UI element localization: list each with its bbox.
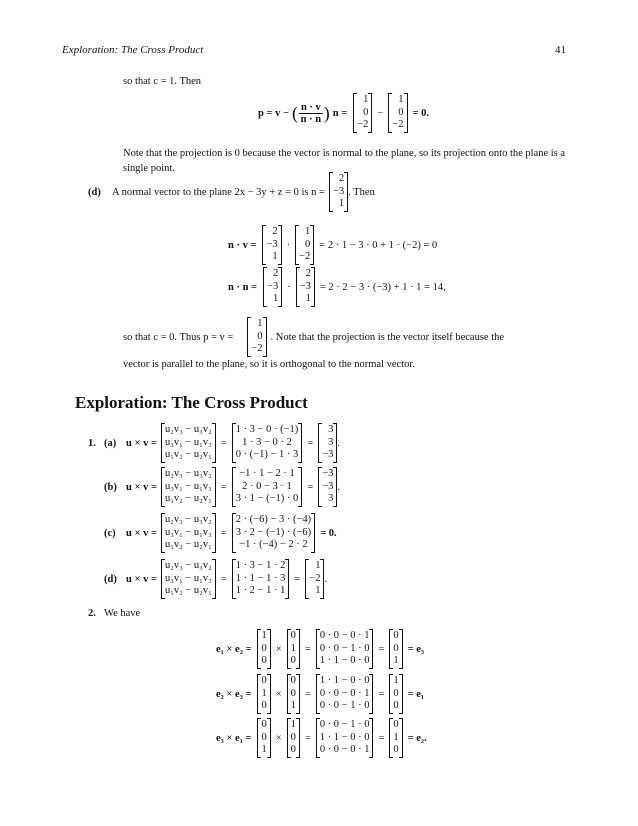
basis-vector-b (287, 629, 300, 669)
vector-entry: 1 (257, 318, 263, 330)
vector-entry: −3 (299, 280, 311, 292)
vector-entry: 3 (328, 436, 334, 448)
equals-sign: = (378, 643, 385, 655)
calculation-vector (316, 718, 374, 758)
so-text: so that c = 0. Thus p = v = (123, 331, 234, 343)
vector-w (388, 93, 407, 133)
q1-part-label: (d) (104, 573, 117, 585)
nn-vector-b (296, 267, 315, 307)
vector-entry: −3 (266, 238, 278, 250)
vector-entry: 1 (261, 744, 267, 756)
vector-entry: u₂v₃ − u₃v₂ (164, 560, 212, 572)
question-2-text: We have (104, 608, 141, 619)
vector-entry: 0 (393, 744, 399, 756)
vector-entry: 1 · 1 − 0 · 0 (319, 731, 370, 743)
vector-entry: 0 (290, 630, 296, 642)
after-text: . Note that the projection is the vector itself because the (270, 331, 505, 343)
vector-entry: 1 · 1 − 0 · 0 (319, 655, 370, 667)
vector-entry: 2 (338, 173, 345, 185)
basis-vector-a (257, 674, 270, 714)
q2-row (216, 673, 429, 715)
vector-entry: 1 (315, 585, 321, 597)
page-number: 41 (555, 44, 566, 56)
result-vector (318, 423, 337, 463)
q2-row (216, 717, 432, 759)
fraction-numerator: n · v (300, 101, 321, 113)
vector-entry: −2 (309, 572, 321, 584)
vector-entry: 0 (393, 719, 399, 731)
part-d-text: A normal vector to the plane 2x − 3y + z = 0 is n = (112, 186, 325, 198)
result-vector (389, 718, 402, 758)
vector-entry: 0 (261, 719, 267, 731)
vector-entry: 1 (338, 198, 345, 210)
vector-entry: 1 (261, 687, 267, 699)
zero-result: = 0. (320, 527, 337, 539)
vector-entry: −3 (332, 185, 345, 197)
projection-equation (258, 90, 434, 136)
q1-part-row (88, 558, 327, 600)
vector-entry: u₂v₃ − u₃v₂ (164, 424, 212, 436)
vector-entry: 1 · 3 − 1 · 2 (235, 560, 286, 572)
equals-sign: = (304, 643, 311, 655)
vector-entry: 0 (261, 642, 267, 654)
nv-lhs: n · v = (228, 239, 257, 251)
section-title: Exploration: The Cross Product (75, 393, 308, 412)
projection-fraction (299, 102, 323, 125)
vector-entry: −3 (322, 480, 334, 492)
calculation-vector (232, 467, 303, 507)
vector-entry: 1 (305, 293, 311, 305)
equals-sign: = (220, 573, 227, 585)
vector-entry: 0 (261, 675, 267, 687)
vector-entry: 1 (272, 293, 279, 305)
vector-entry: 0 · 0 − 0 · 1 (319, 687, 370, 699)
basis-vector-a (257, 718, 270, 758)
nn-vector-a (263, 267, 282, 307)
vector-entry: 1 (398, 94, 404, 106)
vector-entry: 2 (272, 268, 279, 280)
equals-sign: = (304, 732, 311, 744)
question-2-number: 2. (88, 608, 96, 619)
calculation-vector (316, 629, 374, 669)
basis-vector-b (287, 674, 300, 714)
vector-entry: 0 (398, 106, 404, 118)
vector-entry: 2 · (−6) − 3 · (−4) (235, 514, 312, 526)
minus-sign: − (377, 107, 384, 119)
vector-entry: −1 · (−4) − 2 · 2 (239, 539, 308, 551)
times-sign: × (275, 732, 282, 744)
vector-entry: −3 (322, 468, 334, 480)
vector-entry: 1 (290, 700, 296, 712)
result-basis: = e₃ (407, 643, 425, 655)
times-sign: × (275, 688, 282, 700)
vector-entry: −2 (357, 119, 369, 131)
period: . (337, 437, 340, 449)
result-basis: = e₁ (407, 688, 425, 700)
vector-entry: 0 (305, 238, 311, 250)
basis-vector-a (257, 629, 270, 669)
q2-row (216, 628, 429, 670)
vector-entry: 0 (393, 642, 399, 654)
vector-v (353, 93, 372, 133)
result-basis: = e₂. (407, 732, 427, 744)
projection-result: = 0. (412, 107, 429, 119)
cross-lhs: u × v = (126, 527, 157, 539)
part-d-statement (88, 172, 375, 212)
vector-entry: 0 (261, 655, 267, 667)
vector-entry: 1 (261, 630, 267, 642)
fraction-denominator: n · n (300, 113, 322, 125)
vector-entry: 0 (261, 700, 267, 712)
open-paren: ( (291, 102, 298, 123)
vector-entry: −2 (392, 119, 404, 131)
equals-sign: = (220, 527, 227, 539)
vector-entry: 1 (393, 655, 399, 667)
normal-vector (329, 172, 348, 212)
nv-result: = 2 · 1 − 3 · 0 + 1 · (−2) = 0 (319, 239, 438, 251)
nn-result: = 2 · 2 − 3 · (−3) + 1 · 1 = 14, (319, 281, 446, 293)
vector-entry: 1 · 3 − 0 · (−1) (235, 424, 299, 436)
vector-entry: 3 (328, 493, 334, 505)
vector-entry: 1 · 1 − 1 · 3 (235, 572, 286, 584)
q1-part-row (88, 422, 340, 464)
vector-entry: 0 · 0 − 1 · 0 (319, 719, 370, 731)
result-vector (305, 559, 324, 599)
vector-entry: u₃v₁ − u₁v₃ (164, 526, 212, 538)
equals-sign: = (220, 437, 227, 449)
result-vector (389, 629, 402, 669)
vector-entry: 0 (290, 655, 296, 667)
dot-nv-equation: n · v = 2 −3 1 · 1 0 −2 = 2 · 1 − 3 · 0 + 1 · (−2) = 0 (228, 224, 442, 266)
vector-entry: 2 (305, 268, 311, 280)
period: . (337, 481, 340, 493)
part-d-label: (d) (88, 186, 101, 198)
vector-entry: u₁v₂ − u₂v₁ (164, 449, 212, 461)
cross-formula-vector (161, 513, 216, 553)
running-header-title: Exploration: The Cross Product (62, 44, 204, 56)
close-paren: ) (323, 102, 330, 123)
vector-entry: 2 · 0 − 3 · 1 (242, 480, 292, 492)
vector-entry: 0 · 0 − 0 · 1 (319, 744, 370, 756)
dot-nn-equation: n · n = 2 −3 1 · 2 −3 1 = 2 · 2 − 3 · (−3) + 1 · 1 = 14, (228, 266, 451, 308)
period: . (324, 573, 328, 585)
cross-formula-vector (161, 467, 216, 507)
vector-entry: −2 (299, 251, 311, 263)
vector-entry: 1 (272, 251, 278, 263)
vector-entry: 1 · 2 − 1 · 1 (235, 585, 286, 597)
vector-entry: 0 (290, 731, 296, 743)
q2-lhs: e₂ × e₃ = (216, 688, 252, 700)
vector-entry: 1 (315, 560, 321, 572)
calculation-vector (316, 674, 374, 714)
calculation-vector (232, 513, 316, 553)
p-n: n = (332, 107, 348, 119)
vector-entry: 0 (290, 687, 296, 699)
vector-entry: −3 (267, 280, 279, 292)
vector-entry: 1 · 1 − 0 · 0 (319, 675, 370, 687)
equals-sign: = (378, 732, 385, 744)
vector-entry: u₂v₃ − u₃v₂ (164, 468, 212, 480)
q1-part-row (88, 512, 342, 554)
p-lhs: p = v − (258, 107, 289, 119)
p-vector (247, 317, 266, 357)
q1-part-label: (a) (104, 437, 117, 449)
vector-entry: 0 · 0 − 1 · 0 (319, 642, 370, 654)
equals-sign: = (378, 688, 385, 700)
q1-number: 1. (88, 437, 96, 449)
vector-entry: 3 · 1 − (−1) · 0 (235, 493, 299, 505)
vector-entry: 0 (393, 630, 399, 642)
q2-lhs: e₃ × e₁ = (216, 732, 252, 744)
q1-part-label: (c) (104, 527, 116, 539)
vector-entry: −2 (251, 343, 263, 355)
vector-entry: 0 (393, 700, 399, 712)
equals-sign: = (294, 573, 301, 585)
result-vector (318, 467, 337, 507)
vector-entry: 0 (290, 675, 296, 687)
vector-entry: u₃v₁ − u₁v₃ (164, 480, 212, 492)
vector-entry: 0 · 0 − 1 · 0 (319, 700, 370, 712)
vector-entry: −1 · 1 − 2 · 1 (239, 468, 295, 480)
vector-entry: 3 · 2 − (−1) · (−6) (235, 526, 312, 538)
then-text: . Then (348, 186, 375, 198)
vector-entry: u₁v₂ − u₂v₁ (164, 585, 212, 597)
conclusion-line (123, 316, 504, 358)
vector-entry: 0 · (−1) − 1 · 3 (235, 449, 299, 461)
vector-entry: u₃v₁ − u₁v₃ (164, 572, 212, 584)
vector-entry: 0 (290, 744, 296, 756)
vector-entry: 1 (290, 719, 296, 731)
nv-vector-b (295, 225, 314, 265)
calculation-vector (232, 423, 303, 463)
vector-entry: 0 (393, 687, 399, 699)
vector-entry: 1 (290, 642, 296, 654)
vector-entry: 1 (305, 226, 311, 238)
vector-entry: 3 (328, 424, 334, 436)
equals-sign: = (304, 688, 311, 700)
vector-entry: 1 · 3 − 0 · 2 (242, 436, 292, 448)
note-paragraph: Note that the projection is 0 because the vector is normal to the plane, so its projection onto the plane is a single point. (123, 148, 566, 174)
vector-entry: 1 (363, 94, 369, 106)
vector-entry: u₁v₂ − u₂v₁ (164, 493, 212, 505)
cross-formula-vector (161, 559, 216, 599)
q1-part-label: (b) (104, 481, 117, 493)
intro-text: so that c = 1. Then (123, 76, 202, 87)
cross-lhs: u × v = (126, 437, 157, 449)
vector-entry: 1 (393, 731, 399, 743)
calculation-vector (232, 559, 290, 599)
cross-lhs: u × v = (126, 481, 157, 493)
cross-lhs: u × v = (126, 573, 157, 585)
equals-sign: = (220, 481, 227, 493)
equals-sign: = (307, 481, 314, 493)
vector-entry: −3 (322, 449, 334, 461)
result-vector (389, 674, 402, 714)
vector-entry: 2 (272, 226, 278, 238)
nv-vector-a (262, 225, 281, 265)
nn-lhs: n · n = (228, 281, 258, 293)
q2-lhs: e₁ × e₂ = (216, 643, 252, 655)
vector-entry: u₃v₁ − u₁v₃ (164, 436, 212, 448)
vector-entry: 0 · 0 − 0 · 1 (319, 630, 370, 642)
times-sign: × (275, 643, 282, 655)
vector-entry: u₂v₃ − u₃v₂ (164, 514, 212, 526)
vector-entry: 0 (261, 731, 267, 743)
last-line: vector is parallel to the plane, so it is orthogonal to the normal vector. (123, 359, 415, 370)
vector-entry: 0 (257, 330, 263, 342)
basis-vector-b (287, 718, 300, 758)
equals-sign: = (307, 437, 314, 449)
vector-entry: 0 (363, 106, 369, 118)
q1-part-row (88, 466, 340, 508)
vector-entry: u₁v₂ − u₂v₁ (164, 539, 212, 551)
vector-entry: 1 (393, 675, 399, 687)
cross-formula-vector (161, 423, 216, 463)
